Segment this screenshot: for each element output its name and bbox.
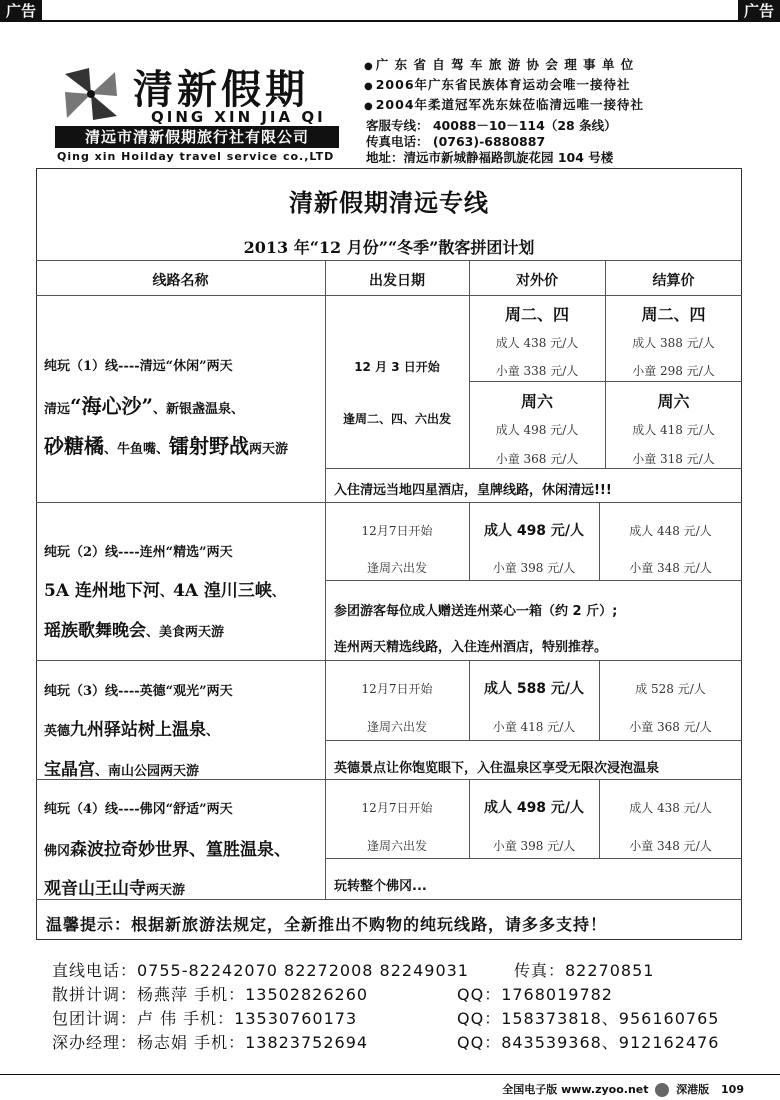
footer-site: 全国电子版 www.zyoo.net: [502, 1083, 649, 1096]
route3-line3-part: 宝晶宫: [44, 760, 95, 780]
page-number: 109: [721, 1083, 744, 1096]
hotline: 客服专线： 40088－10－114（28 条线）: [366, 118, 617, 133]
bottom-divider: [0, 1074, 780, 1075]
route2-date-days: 逢周六出发: [366, 561, 427, 575]
route3-public-child: 小童 418 元/人: [492, 720, 576, 734]
route2-note1: 参团游客每位成人赠送连州菜心一箱（约 2 斤）;: [334, 604, 618, 619]
route1-line2: [44, 390, 244, 419]
page-footer: [502, 1081, 744, 1097]
route4-date-start: 12月7日开始: [361, 801, 433, 815]
route1-settle-child2: 小童 318 元/人: [632, 452, 715, 466]
route2-line2-part: 、: [271, 585, 285, 600]
contact-row-a: 包团计调：卢 伟 手机：13530760173: [52, 1009, 358, 1028]
route4-line3-part: 两天游: [146, 883, 186, 898]
route1-public-adult2: 成人 498 元/人: [495, 423, 579, 437]
logo-pinyin: QING XIN JIA QI: [151, 108, 326, 126]
contact-row-a: 直线电话：0755-82242070 82272008 82249031: [52, 961, 469, 980]
route1-public-adult1: 成人 438 元/人: [495, 336, 579, 350]
route1-settle-day2: 周六: [657, 392, 690, 411]
route2-line3-part: 瑶族歌舞晚会: [44, 621, 146, 641]
route4-line2-part: 森波拉奇妙世界: [70, 840, 190, 860]
route2-note2: 连州两天精选线路，入住连州酒店，特别推荐。: [334, 640, 608, 655]
route2-title: 纯玩（2）线----连州“精选”两天: [44, 545, 233, 560]
pinwheel-logo-icon: [59, 62, 123, 126]
route1-settle-day1: 周二、四: [641, 305, 706, 324]
route2-line2: [44, 576, 285, 601]
fax: 传真电话： (0763)-6880887: [366, 134, 546, 149]
route2-settle-child: 小童 348 元/人: [629, 561, 712, 575]
highlight-item: ● 2004年柔道冠军冼东妹莅临清远唯一接待社: [364, 96, 724, 116]
route3-date-days: 逢周六出发: [366, 720, 427, 734]
highlight-item: ● 广 东 省 自 驾 车 旅 游 协 会 理 事 单 位: [364, 56, 724, 76]
route1-public-day2: 周六: [520, 392, 553, 411]
route1-settle-adult2: 成人 418 元/人: [632, 423, 715, 437]
route1-public-child2: 小童 368 元/人: [495, 452, 579, 466]
route2-line2-part: 5A 连州地下河: [44, 581, 160, 601]
route4-note: 玩转整个佛冈...: [334, 879, 427, 894]
flyer-subtitle: 2013 年“12 月份”“冬季”散客拼团计划: [243, 238, 535, 257]
address: 地址：清远市新城静福路凯旋花园 104 号楼: [366, 150, 614, 165]
route2-line3: [44, 616, 224, 641]
contact-row-b: QQ：158373818、956160765: [457, 1009, 720, 1028]
route4-public-child: 小童 398 元/人: [492, 839, 576, 853]
route3-line2-part: 九州驿站树上温泉: [70, 720, 207, 740]
route4-public-adult: 成人 498 元/人: [483, 800, 585, 816]
header-date: 出发日期: [369, 273, 425, 289]
route3-settle-adult: 成 528 元/人: [635, 682, 706, 696]
ad-label-left: 广告: [0, 0, 42, 22]
contact-row-a: 深办经理：杨志娟 手机：13823752694: [52, 1033, 369, 1052]
route2-line2-part: 4A 湟川三峡: [172, 581, 272, 601]
company-contact: [366, 118, 617, 166]
route3-public-adult: 成人 588 元/人: [483, 681, 585, 697]
route1-line3-part: 镭射野战: [169, 434, 250, 458]
route1-line2-part: 、新银盏温泉、: [153, 402, 245, 417]
company-highlights: [364, 56, 724, 116]
route1-note: 入住清远当地四星酒店，皇牌线路，休闲清远!!!: [334, 483, 612, 498]
table-rule: [325, 468, 742, 469]
contact-row-b: 传真：82270851: [514, 961, 655, 980]
route1-public-child1: 小童 338 元/人: [495, 364, 579, 378]
contact-row-b: QQ：1768019782: [457, 985, 613, 1004]
route4-line3-part: 观音山王山寺: [44, 879, 146, 899]
table-rule: [36, 260, 742, 261]
route1-line2-part: “海心沙”: [70, 394, 154, 418]
route3-note: 英德景点让你饱览眼下，入住温泉区享受无限次浸泡温泉: [334, 761, 660, 776]
route3-title: 纯玩（3）线----英德“观光”两天: [44, 684, 233, 699]
route1-line3: [44, 430, 288, 459]
route2-line3-part: 、美食两天游: [146, 625, 225, 640]
route4-line2: [44, 835, 291, 860]
company-logo: [55, 58, 345, 168]
route3-line2-part: 、: [206, 724, 220, 739]
route3-date-start: 12月7日开始: [361, 682, 433, 696]
route4-line2-part: 佛冈: [44, 844, 71, 859]
route4-settle-adult: 成人 438 元/人: [629, 801, 712, 815]
footer-seal-icon: [655, 1083, 669, 1097]
route2-line2-part: 、: [159, 585, 173, 600]
table-rule: [36, 899, 742, 900]
contact-row-a: 散拼计调：杨燕萍 手机：13502826260: [52, 985, 369, 1004]
route2-date-start: 12月7日开始: [361, 524, 433, 538]
route4-title: 纯玩（4）线----佛冈“舒适”两天: [44, 802, 233, 817]
route2-public-child: 小童 398 元/人: [492, 561, 576, 575]
header-settle-price: 结算价: [652, 273, 695, 289]
route4-line2-part: 、篁胜温泉、: [189, 840, 292, 860]
route1-settle-adult1: 成人 388 元/人: [632, 336, 715, 350]
route1-settle-child1: 小童 298 元/人: [632, 364, 715, 378]
route3-line2-part: 英德: [44, 724, 71, 739]
route4-date-days: 逢周六出发: [366, 839, 427, 853]
route4-line3: [44, 874, 185, 899]
table-rule: [36, 502, 742, 503]
logo-chinese-name: 清新假期: [133, 66, 309, 113]
route1-line3-part: 、牛鱼嘴、: [104, 442, 170, 457]
route3-line3-part: 、南山公园两天游: [95, 764, 200, 779]
flyer-title: 清新假期清远专线: [289, 188, 489, 217]
route1-line3-part: 两天游: [249, 442, 289, 457]
table-rule: [325, 580, 742, 581]
company-name: 清远市清新假期旅行社有限公司: [55, 126, 339, 148]
highlight-item: ● 2006年广东省民族体育运动会唯一接待社: [364, 76, 724, 96]
table-rule: [325, 740, 742, 741]
header-public-price: 对外价: [516, 273, 558, 289]
table-rule: [36, 295, 742, 296]
route3-line3: [44, 755, 199, 780]
route3-line2: [44, 715, 219, 740]
route1-date-start: 12 月 3 日开始: [354, 360, 440, 374]
route2-public-adult: 成人 498 元/人: [483, 523, 585, 539]
schedule-table: [36, 260, 742, 900]
contact-row-b: QQ：843539368、912162476: [457, 1033, 720, 1052]
route1-public-day1: 周二、四: [504, 305, 569, 324]
ad-label-right: 广告: [738, 0, 780, 22]
route4-settle-child: 小童 348 元/人: [629, 839, 712, 853]
route1-line2-part: 清远: [44, 402, 71, 417]
route3-settle-child: 小童 368 元/人: [629, 720, 712, 734]
table-rule: [325, 858, 742, 859]
warm-tip: 温馨提示：根据新旅游法规定，全新推出不购物的纯玩线路，请多多支持！: [46, 915, 608, 934]
route2-settle-adult: 成人 448 元/人: [629, 524, 712, 538]
route1-title: 纯玩（1）线----清远“休闲”两天: [44, 359, 233, 374]
header-route: 线路名称: [152, 273, 209, 289]
top-divider: [0, 20, 780, 22]
route1-line3-part: 砂糖橘: [44, 434, 104, 458]
table-rule: [36, 660, 742, 661]
company-english-name: Qing xin Hoilday travel service co.,LTD: [57, 150, 335, 163]
route1-date-days: 逢周二、四、六出发: [342, 412, 451, 426]
footer-edition: 深港版: [676, 1083, 710, 1096]
